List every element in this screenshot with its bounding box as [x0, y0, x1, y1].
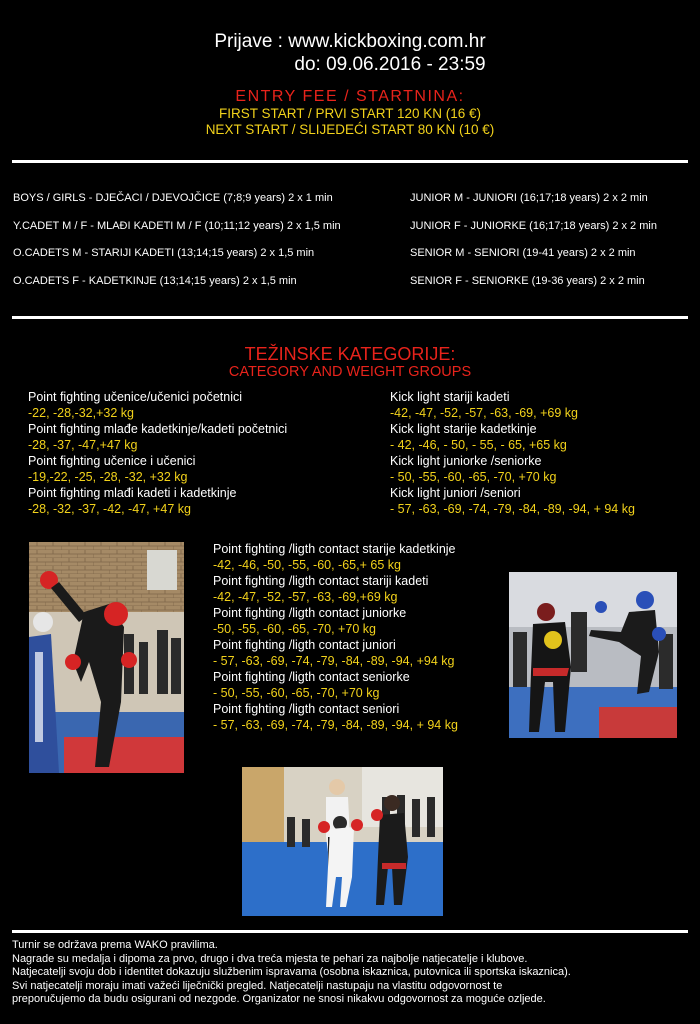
weight-group-values: -42, -46, -50, -55, -60, -65,+ 65 kg: [213, 558, 401, 572]
divider: [12, 316, 688, 319]
weight-group-values: - 50, -55, -60, -65, -70, +70 kg: [213, 686, 380, 700]
weight-group-values: -19,-22, -25, -28, -32, +32 kg: [28, 470, 188, 484]
weight-group-values: -28, -37, -47,+47 kg: [28, 438, 138, 452]
registration-line: Prijave : www.kickboxing.com.hr: [214, 31, 486, 52]
weight-group-name: Kick light juniori /seniori: [390, 486, 521, 500]
weight-group-values: -22, -28,-32,+32 kg: [28, 406, 134, 420]
age-category: BOYS / GIRLS - DJEČACI / DJEVOJČICE (7;8;9 years) 2 x 1 min: [13, 192, 333, 204]
weight-group-name: Point fighting mlađe kadetkinje/kadeti početnici: [28, 422, 288, 436]
weight-group-values: - 57, -63, -69, -74, -79, -84, -89, -94, +94 kg: [213, 654, 455, 668]
weight-group-name: Point fighting učenice/učenici početnici: [28, 390, 243, 404]
weight-group-values: - 42, -46, - 50, - 55, - 65, +65 kg: [390, 438, 567, 452]
age-category: Y.CADET M / F - MLAĐI KADETI M / F (10;11;12 years) 2 x 1,5 min: [13, 220, 341, 232]
divider: [12, 160, 688, 163]
divider: [12, 930, 688, 933]
weight-group-values: -42, -47, -52, -57, -63, -69,+69 kg: [213, 590, 398, 604]
first-start-fee: FIRST START / PRVI START 120 KN (16 €): [218, 106, 482, 121]
rule-line: Natjecatelji svoju dob i identitet dokazuju službenim ispravama (osobna iskaznica, putovnica ili sportska iskaznica).: [12, 966, 571, 978]
weight-group-values: -42, -47, -52, -57, -63, -69, +69 kg: [390, 406, 578, 420]
weight-group-name: Kick light starije kadetkinje: [390, 422, 537, 436]
age-category: JUNIOR F - JUNIORKE (16;17;18 years) 2 x 2 min: [410, 220, 657, 232]
weight-group-name: Kick light juniorke /seniorke: [390, 454, 542, 468]
weight-group-values: -50, -55, -60, -65, -70, +70 kg: [213, 622, 376, 636]
weights-title: TEŽINSKE KATEGORIJE:: [244, 344, 456, 364]
weight-group-name: Point fighting /ligth contact seniorke: [213, 670, 410, 684]
age-category: SENIOR F - SENIORKE (19-36 years) 2 x 2 min: [410, 275, 645, 287]
weights-center-column: [213, 541, 458, 733]
fight-photo-left: [29, 542, 184, 773]
weight-group-values: -28, -32, -37, -42, -47, +47 kg: [28, 502, 191, 516]
age-category: SENIOR M - SENIORI (19-41 years) 2 x 2 min: [410, 247, 636, 259]
fight-photo-center: [242, 767, 443, 916]
age-category: O.CADETS M - STARIJI KADETI (13;14;15 years) 2 x 1,5 min: [13, 247, 315, 259]
rule-line: preporučujemo da budu osigurani od nezgode. Organizator ne snosi nikakvu odgovornost za moguće ozljede.: [12, 993, 546, 1005]
weight-group-values: - 57, -63, -69, -74, -79, -84, -89, -94, + 94 kg: [213, 718, 458, 732]
weight-group-name: Point fighting /ligth contact juniori: [213, 638, 396, 652]
weight-group-name: Point fighting učenice i učenici: [28, 454, 196, 468]
tournament-rules: [12, 939, 688, 1007]
age-category: O.CADETS F - KADETKINJE (13;14;15 years) 2 x 1,5 min: [13, 275, 297, 287]
weights-subtitle: CATEGORY AND WEIGHT GROUPS: [228, 364, 472, 380]
deadline-line: do: 09.06.2016 - 23:59: [294, 54, 486, 75]
weights-left-column: [28, 389, 287, 517]
weight-group-name: Point fighting /ligth contact juniorke: [213, 606, 407, 620]
weight-group-values: - 57, -63, -69, -74, -79, -84, -89, -94, + 94 kg: [390, 502, 635, 516]
rule-line: Svi natjecatelji moraju imati važeći liječnički pregled. Natjecatelji nastupaju na vlastitu odgovornost te: [12, 979, 503, 992]
next-start-fee: NEXT START / SLIJEDEĆI START 80 KN (10 €): [205, 122, 495, 137]
rule-line: Nagrade su medalja i dipoma za prvo, drugo i dva treća mjesta te pehari za najbolje natjecatelje i klubove.: [12, 952, 528, 965]
rule-line: Turnir se održava prema WAKO pravilima.: [12, 939, 218, 951]
weight-group-name: Point fighting mlađi kadeti i kadetkinje: [28, 486, 237, 500]
weight-group-name: Kick light stariji kadeti: [390, 390, 510, 404]
fight-photo-right: [509, 572, 677, 738]
registration-info: [0, 30, 700, 76]
entry-fee-title: ENTRY FEE / STARTNINA:: [235, 88, 465, 105]
entry-fee: [0, 87, 700, 138]
weight-group-name: Point fighting /ligth contact starije kadetkinje: [213, 542, 456, 556]
weight-group-name: Point fighting /ligth contact seniori: [213, 702, 400, 716]
weight-group-name: Point fighting /ligth contact stariji kadeti: [213, 574, 429, 588]
age-category: JUNIOR M - JUNIORI (16;17;18 years) 2 x 2 min: [410, 192, 648, 204]
weight-group-values: - 50, -55, -60, -65, -70, +70 kg: [390, 470, 557, 484]
weights-right-column: [390, 389, 635, 517]
